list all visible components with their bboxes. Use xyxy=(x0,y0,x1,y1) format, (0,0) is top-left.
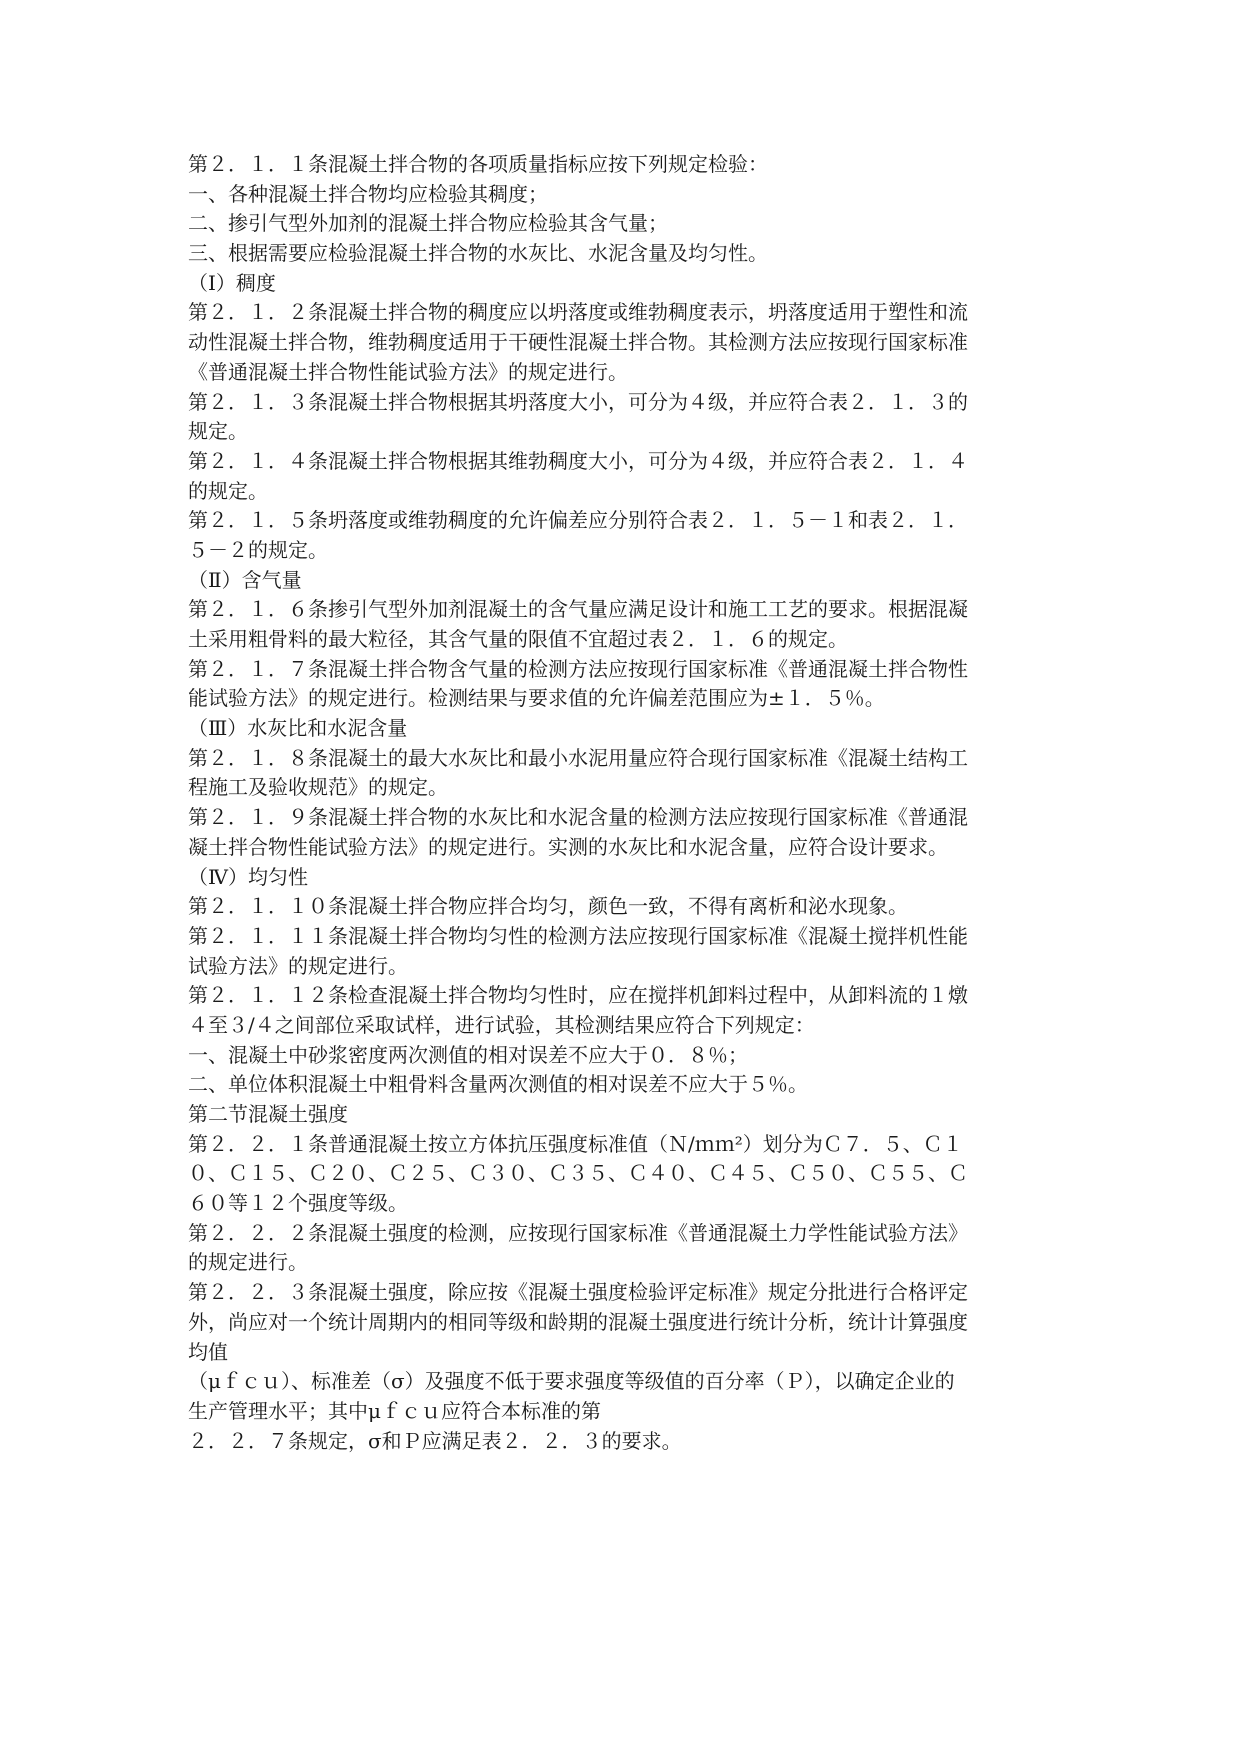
text-line: 第２．１．６条掺引气型外加剂混凝土的含气量应满足设计和施工工艺的要求。根据混凝 xyxy=(188,597,968,622)
text-line: 第２．１．１１条混凝土拌合物均匀性的检测方法应按现行国家标准《混凝土搅拌机性能 xyxy=(188,923,968,948)
text-line: 第２．１．１０条混凝土拌合物应拌合均匀，颜色一致，不得有离析和泌水现象。 xyxy=(188,894,908,919)
text-line: 第２．１．９条混凝土拌合物的水灰比和水泥含量的检测方法应按现行国家标准《普通混 xyxy=(188,805,968,830)
text-line: 三、根据需要应检验混凝土拌合物的水灰比、水泥含量及均匀性。 xyxy=(188,241,768,266)
text-line: 规定。 xyxy=(188,419,248,444)
document-body xyxy=(188,150,1052,1456)
text-line: 能试验方法》的规定进行。检测结果与要求值的允许偏差范围应为±１．５％。 xyxy=(188,686,885,711)
text-line: ５－２的规定。 xyxy=(188,537,328,562)
text-line: 一、混凝土中砂浆密度两次测值的相对误差不应大于０．８％； xyxy=(188,1042,748,1067)
section-heading: （Ⅳ）均匀性 xyxy=(188,864,308,889)
text-line: 第２．１．５条坍落度或维勃稠度的允许偏差应分别符合表２．１．５－１和表２．１． xyxy=(188,508,968,533)
text-line: （μｆｃｕ）、标准差（σ）及强度不低于要求强度等级值的百分率（Ｐ），以确定企业的 xyxy=(188,1369,955,1394)
text-line: 第２．１．３条混凝土拌合物根据其坍落度大小，可分为４级，并应符合表２．１．３的 xyxy=(188,389,968,414)
text-line: 均值 xyxy=(188,1339,228,1364)
text-line: 第２．１．７条混凝土拌合物含气量的检测方法应按现行国家标准《普通混凝土拌合物性 xyxy=(188,656,968,681)
text-line: ０、Ｃ１５、Ｃ２０、Ｃ２５、Ｃ３０、Ｃ３５、Ｃ４０、Ｃ４５、Ｃ５０、Ｃ５５、Ｃ xyxy=(188,1161,968,1186)
text-line: 第２．２．３条混凝土强度，除应按《混凝土强度检验评定标准》规定分批进行合格评定 xyxy=(188,1280,968,1305)
text-line: 的规定。 xyxy=(188,478,268,503)
text-line: 第２．２．２条混凝土强度的检测，应按现行国家标准《普通混凝土力学性能试验方法》 xyxy=(188,1220,968,1245)
text-line: ４至３/４之间部位采取试样，进行试验，其检测结果应符合下列规定： xyxy=(188,1012,815,1037)
text-line: 第２．２．１条普通混凝土按立方体抗压强度标准值（Ｎ/ｍｍ²）划分为Ｃ７．５、Ｃ１ xyxy=(188,1131,963,1156)
text-line: 土采用粗骨料的最大粒径，其含气量的限值不宜超过表２．１．６的规定。 xyxy=(188,627,848,651)
text-line: 程施工及验收规范》的规定。 xyxy=(188,775,448,800)
text-line: 第２．１．２条混凝土拌合物的稠度应以坍落度或维勃稠度表示，坍落度适用于塑性和流 xyxy=(188,300,968,325)
text-line: 第２．１．８条混凝土的最大水灰比和最小水泥用量应符合现行国家标准《混凝土结构工 xyxy=(188,745,968,770)
text-line: 第２．１．４条混凝土拌合物根据其维勃稠度大小，可分为４级，并应符合表２．１．４ xyxy=(188,448,968,473)
text-line: 《普通混凝土拌合物性能试验方法》的规定进行。 xyxy=(188,359,628,384)
text-line: 试验方法》的规定进行。 xyxy=(188,953,408,978)
text-line: 动性混凝土拌合物，维勃稠度适用于干硬性混凝土拌合物。其检测方法应按现行国家标准 xyxy=(188,330,968,355)
text-line: 二、掺引气型外加剂的混凝土拌合物应检验其含气量； xyxy=(188,211,668,236)
chapter-section-heading: 第二节混凝土强度 xyxy=(188,1102,348,1126)
text-line: 凝土拌合物性能试验方法》的规定进行。实测的水灰比和水泥含量，应符合设计要求。 xyxy=(188,834,948,859)
text-line: 第２．１．１２条检查混凝土拌合物均匀性时，应在搅拌机卸料过程中，从卸料流的１燉 xyxy=(188,983,968,1008)
text-line: 外，尚应对一个统计周期内的相同等级和龄期的混凝土强度进行统计分析，统计计算强度 xyxy=(188,1309,968,1334)
section-heading: （Ⅱ）含气量 xyxy=(188,567,302,592)
text-line: ６０等１２个强度等级。 xyxy=(188,1191,408,1216)
text-line: 第２．１．１条混凝土拌合物的各项质量指标应按下列规定检验： xyxy=(188,152,768,176)
section-heading: （Ⅲ）水灰比和水泥含量 xyxy=(188,716,408,741)
text-line: 二、单位体积混凝土中粗骨料含量两次测值的相对误差不应大于５％。 xyxy=(188,1072,808,1097)
text-line: 一、各种混凝土拌合物均应检验其稠度； xyxy=(188,181,548,206)
text-line: ２．２．７条规定，σ和Ｐ应满足表２．２．３的要求。 xyxy=(188,1428,682,1453)
text-line: 的规定进行。 xyxy=(188,1250,308,1275)
text-line: 生产管理水平；其中μｆｃｕ应符合本标准的第 xyxy=(188,1398,601,1423)
section-heading: （Ⅰ）稠度 xyxy=(188,270,276,295)
